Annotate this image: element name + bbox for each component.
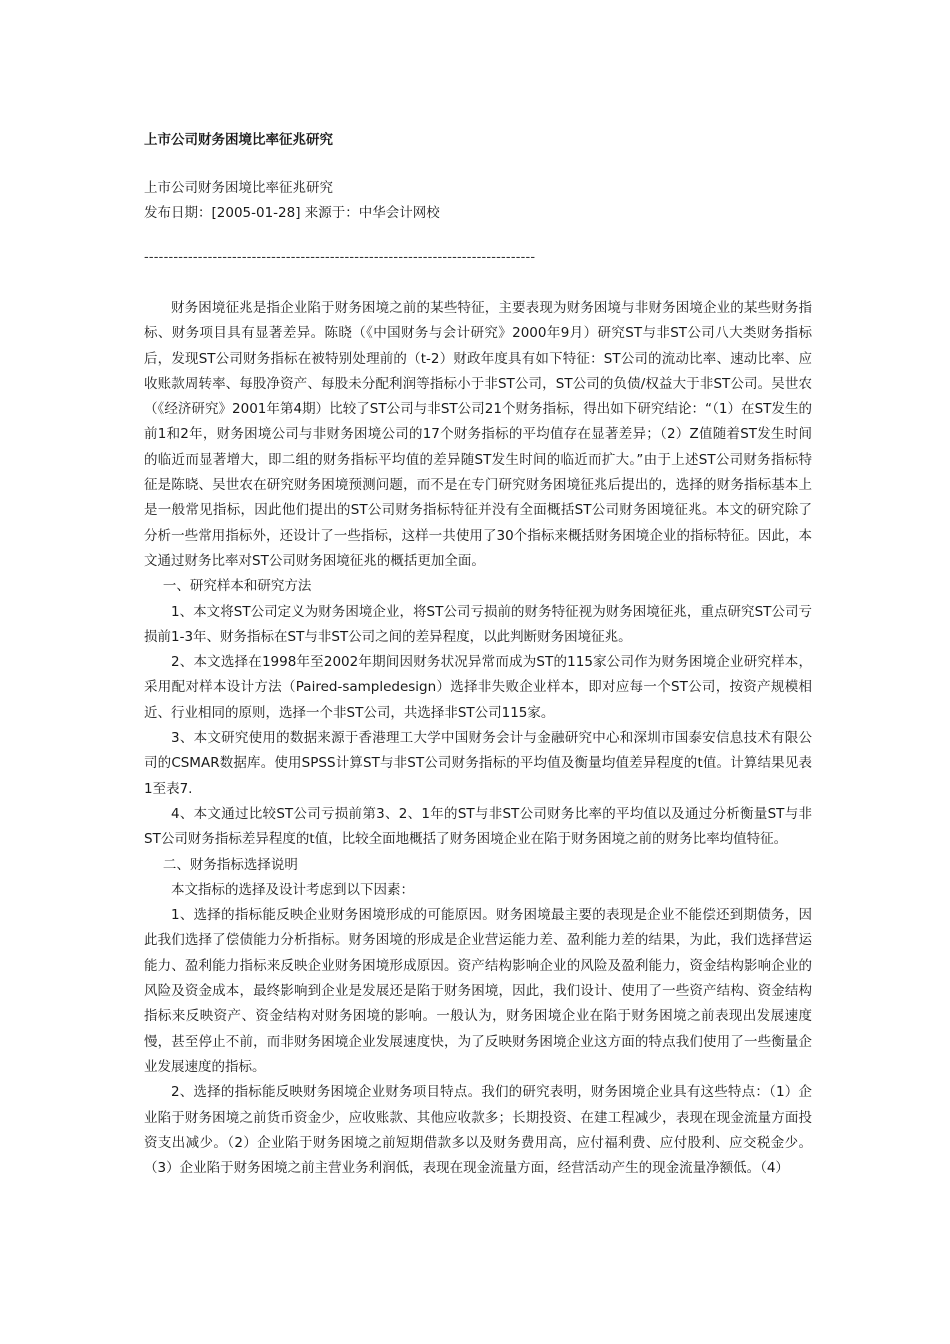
paragraph-intro: 财务困境征兆是指企业陷于财务困境之前的某些特征，主要表现为财务困境与非财务困境企业的某些财务指标、财务项目具有显著差异。陈晓（《中国财务与会计研究》2000年9月）研究ST与非ST公司八大类财务指标后，发现ST公司财务指标在被特别处理前的（t-2）财政年度具有如下特征：ST公司的流动比率、速动比率、应收账款周转率、每股净资产、每股未分配利润等指标小于非ST公司，ST公司的负债/权益大于非ST公司。吴世农（《经济研究》2001年第4期）比较了ST公司与非ST公司21个财务指标，得出如下研究结论：“（1）在ST发生的前1和2年，财务困境公司与非财务困境公司的17个财务指标的平均值存在显著差异；（2）Z值随着ST发生时间的临近而显著增大，即二组的财务指标平均值的差异随ST发生时间的临近而扩大。”由于上述ST公司财务指标特征是陈晓、吴世农在研究财务困境预测问题，而不是在专门研究财务困境征兆后提出的，选择的财务指标基本上是一般常见指标，因此他们提出的ST公司财务指标特征并没有全面概括ST公司财务困境征兆。本文的研究除了分析一些常用指标外，还设计了一些指标，这样一共使用了30个指标来概括财务困境企业的指标特征。因此，本文通过财务比率对ST公司财务困境征兆的概括更加全面。: [144, 300, 812, 569]
document-subtitle: 上市公司财务困境比率征兆研究: [144, 180, 333, 196]
paragraph-factor-1: 1、选择的指标能反映企业财务困境形成的可能原因。财务困境最主要的表现是企业不能偿还到期债务，因此我们选择了偿债能力分析指标。财务困境的形成是企业营运能力差、盈利能力差的结果，为此，我们选择营运能力、盈利能力指标来反映企业财务困境形成原因。资产结构影响企业的风险及盈利能力，资金结构影响企业的风险及资金成本，最终影响到企业是发展还是陷于财务困境，因此，我们设计、使用了一些资产结构、资金结构指标来反映资产、资金结构对财务困境的影响。一般认为，财务困境企业在陷于财务困境之前表现出发展速度慢，甚至停止不前，而非财务困境企业发展速度快，为了反映财务困境企业这方面的特点我们使用了一些衡量企业发展速度的指标。: [144, 907, 812, 1075]
document-title: 上市公司财务困境比率征兆研究: [144, 132, 333, 148]
section-heading-1: 一、研究样本和研究方法: [162, 578, 312, 595]
paragraph-method-3: 3、本文研究使用的数据来源于香港理工大学中国财务会计与金融研究中心和深圳市国泰安信息技术有限公司的CSMAR数据库。使用SPSS计算ST与非ST公司财务指标的平均值及衡量均值差异程度的t值。计算结果见表1至表7.: [144, 730, 812, 797]
section-heading-2: 二、财务指标选择说明: [162, 856, 298, 873]
paragraph-factors-intro: 本文指标的选择及设计考虑到以下因素：: [171, 881, 414, 898]
document-meta: [144, 176, 440, 226]
publish-info: 发布日期：[2005-01-28] 来源于：中华会计网校: [144, 205, 440, 221]
document-body: [144, 296, 812, 1181]
paragraph-method-2: 2、本文选择在1998年至2002年期间因财务状况异常而成为ST的115家公司作为财务困境企业研究样本，采用配对样本设计方法（Paired-sampledesign）选择非失败企业样本，即对应每一个ST公司，按资产规模相近、行业相同的原则，选择一个非ST公司，共选择非ST公司115家。: [144, 654, 812, 721]
separator-line: --------------------------------------------------------------------------------: [144, 250, 536, 265]
paragraph-method-1: 1、本文将ST公司定义为财务困境企业，将ST公司亏损前的财务特征视为财务困境征兆，重点研究ST公司亏损前1-3年、财务指标在ST与非ST公司之间的差异程度，以此判断财务困境征兆。: [144, 603, 812, 645]
paragraph-method-4: 4、本文通过比较ST公司亏损前第3、2、1年的ST与非ST公司财务比率的平均值以及通过分析衡量ST与非ST公司财务指标差异程度的t值，比较全面地概括了财务困境企业在陷于财务困境之前的财务比率均值特征。: [144, 805, 812, 848]
paragraph-factor-2: 2、选择的指标能反映财务困境企业财务项目特点。我们的研究表明，财务困境企业具有这些特点：（1）企业陷于财务困境之前货币资金少，应收账款、其他应收款多；长期投资、在建工程减少，表现在现金流量方面投资支出减少。（2）企业陷于财务困境之前短期借款多以及财务费用高，应付福利费、应付股利、应交税金少。（3）企业陷于财务困境之前主营业务利润低，表现在现金流量方面，经营活动产生的现金流量净额低。（4）: [144, 1084, 812, 1177]
